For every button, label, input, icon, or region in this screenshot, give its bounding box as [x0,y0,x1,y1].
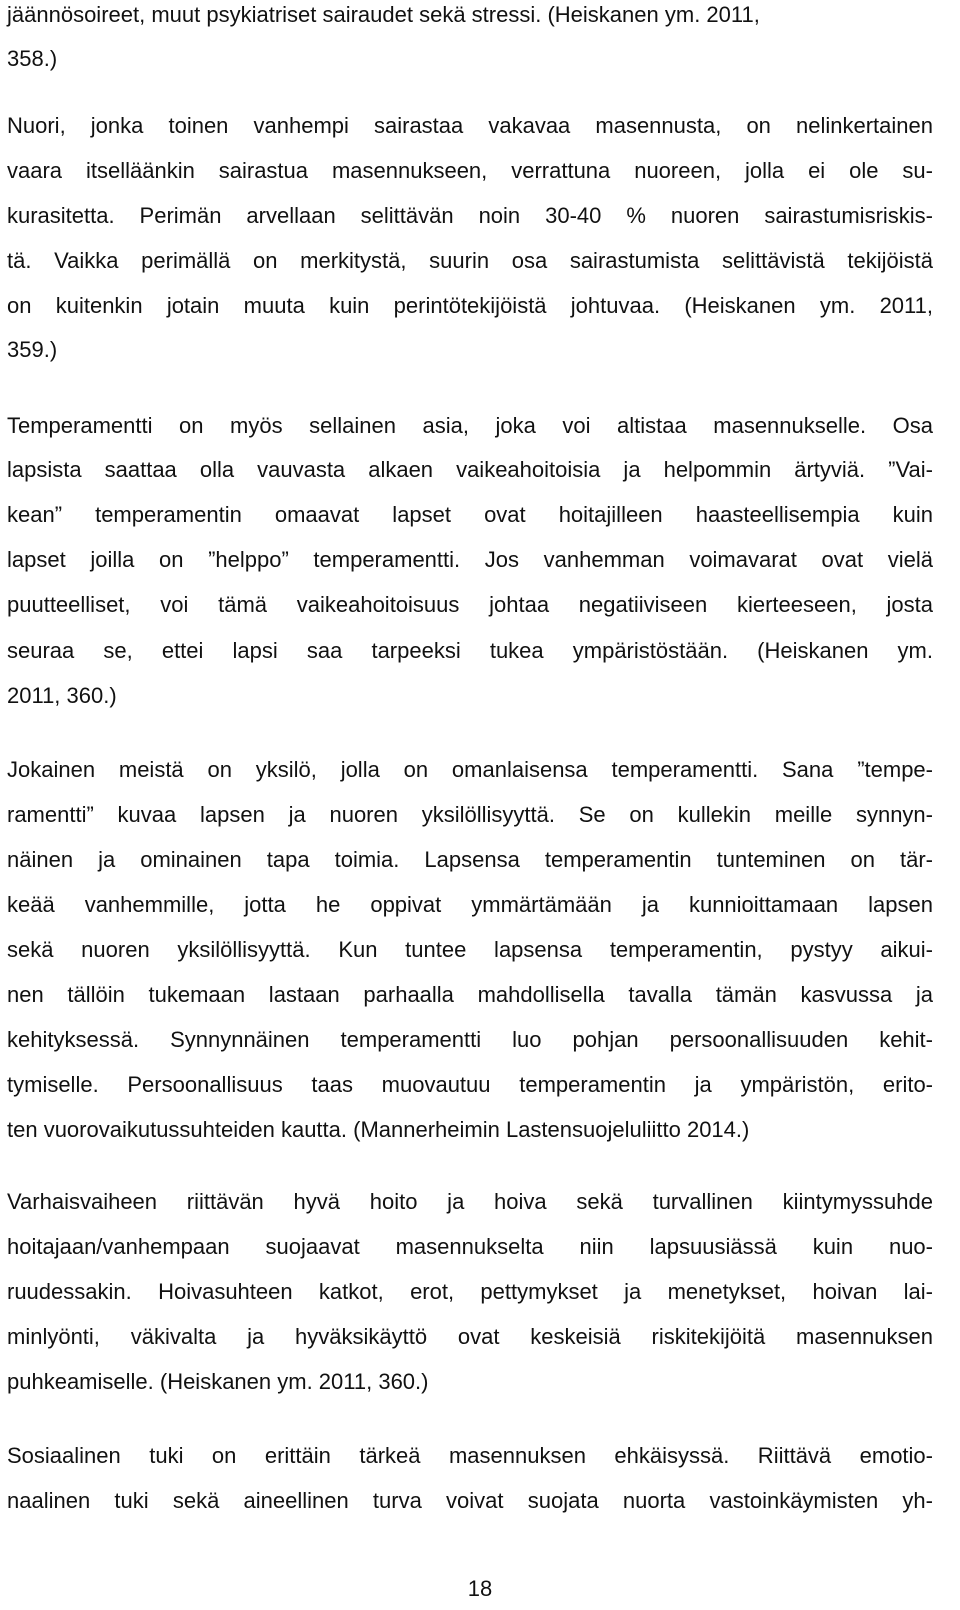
text-line: vaara itselläänkin sairastua masennukseen, verrattuna nuoreen, jolla ei ole su- [7,158,933,183]
text-line: keää vanhemmille, jotta he oppivat ymmärtämään ja kunnioittamaan lapsen [7,892,933,917]
text-line: 359.) [7,337,58,362]
text-line: kean” temperamentin omaavat lapset ovat hoitajilleen haasteellisempia kuin [7,502,933,527]
text-line: lapset joilla on ”helppo” temperamentti. Jos vanhemman voimavarat ovat vielä [7,547,933,572]
text-line: 2011, 360.) [7,683,117,708]
text-line: 358.) [7,46,58,71]
text-line: ramentti” kuvaa lapsen ja nuoren yksilöllisyyttä. Se on kullekin meille synnyn- [7,802,933,827]
text-line: jäännösoireet, muut psykiatriset sairaudet sekä stressi. (Heiskanen ym. 2011, [7,2,760,27]
text-line: minlyönti, väkivalta ja hyväksikäyttö ovat keskeisiä riskitekijöitä masennuksen [7,1324,933,1349]
text-line: lapsista saattaa olla vauvasta alkaen vaikeahoitoisia ja helpommin ärtyviä. ”Vai- [7,457,933,482]
text-line: puhkeamiselle. (Heiskanen ym. 2011, 360.) [7,1369,429,1394]
text-line: näinen ja ominainen tapa toimia. Lapsensa temperamentin tunteminen on tär- [7,847,933,872]
text-line: tymiselle. Persoonallisuus taas muovautuu temperamentin ja ympäristön, erito- [7,1072,933,1097]
text-line: ruudessakin. Hoivasuhteen katkot, erot, pettymykset ja menetykset, hoivan lai- [7,1279,933,1304]
text-line: seuraa se, ettei lapsi saa tarpeeksi tukea ympäristöstään. (Heiskanen ym. [7,638,933,663]
text-line: nen tällöin tukemaan lastaan parhaalla mahdollisella tavalla tämän kasvussa ja [7,982,933,1007]
text-line: tä. Vaikka perimällä on merkitystä, suurin osa sairastumista selittävistä tekijöistä [7,248,933,273]
text-line: sekä nuoren yksilöllisyyttä. Kun tuntee lapsensa temperamentin, pystyy aikui- [7,937,933,962]
text-line: Temperamentti on myös sellainen asia, joka voi altistaa masennukselle. Osa [7,413,933,438]
text-line: ten vuorovaikutussuhteiden kautta. (Mannerheimin Lastensuojeluliitto 2014.) [7,1117,750,1142]
text-line: hoitajaan/vanhempaan suojaavat masennukselta niin lapsuusiässä kuin nuo- [7,1234,933,1259]
text-line: Jokainen meistä on yksilö, jolla on omanlaisensa temperamentti. Sana ”tempe- [7,757,933,782]
text-line: kehityksessä. Synnynnäinen temperamentti luo pohjan persoonallisuuden kehit- [7,1027,933,1052]
text-line: Varhaisvaiheen riittävän hyvä hoito ja hoiva sekä turvallinen kiintymyssuhde [7,1189,933,1214]
text-line: puutteelliset, voi tämä vaikeahoitoisuus johtaa negatiiviseen kierteeseen, josta [7,592,933,617]
text-line: naalinen tuki sekä aineellinen turva voivat suojata nuorta vastoinkäymisten yh- [7,1488,933,1513]
text-line: kurasitetta. Perimän arvellaan selittävän noin 30-40 % nuoren sairastumisriskis- [7,203,933,228]
page-number: 18 [467,1576,493,1601]
text-line: Nuori, jonka toinen vanhempi sairastaa vakavaa masennusta, on nelinkertainen [7,113,933,138]
text-line: on kuitenkin jotain muuta kuin perintötekijöistä johtuvaa. (Heiskanen ym. 2011, [7,293,933,318]
text-line: Sosiaalinen tuki on erittäin tärkeä masennuksen ehkäisyssä. Riittävä emotio- [7,1443,933,1468]
